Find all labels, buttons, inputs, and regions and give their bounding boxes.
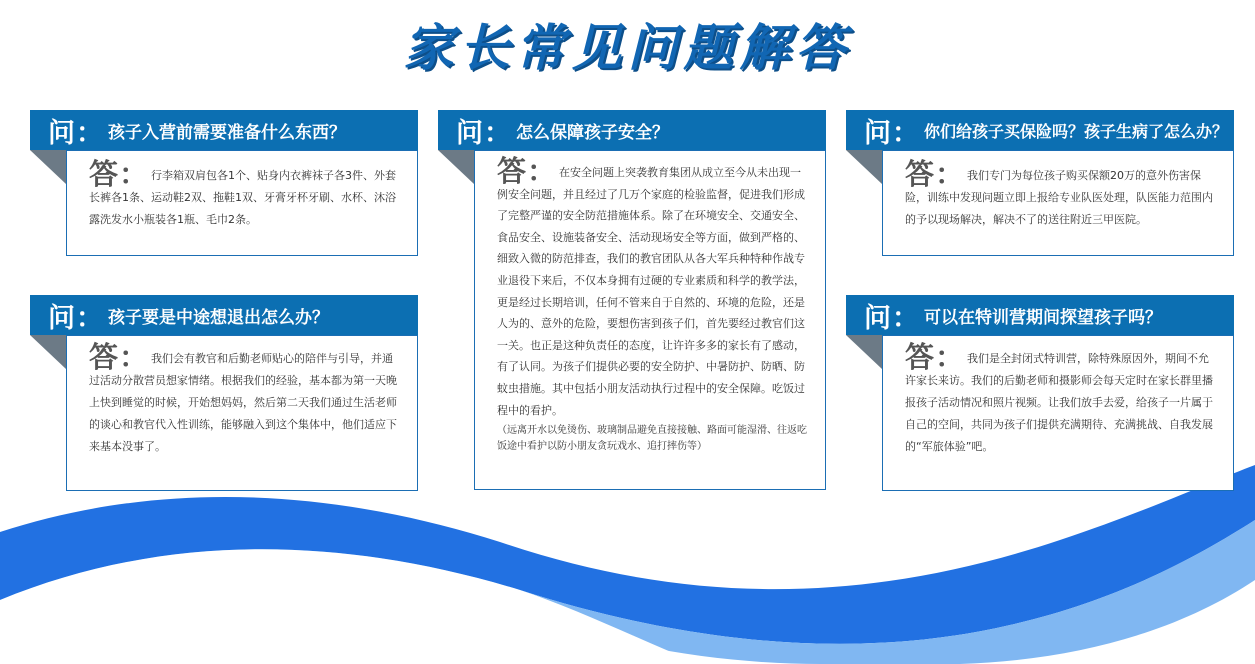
fold-decoration	[846, 150, 882, 184]
question-text: 怎么保障孩子安全？	[516, 122, 669, 143]
question-bar	[846, 110, 1234, 150]
question-text: 孩子要是中途想退出怎么办？	[108, 307, 329, 328]
fold-decoration	[30, 335, 66, 369]
question-mark: 问：	[48, 117, 104, 149]
faq-card-5	[846, 295, 1236, 491]
faq-card-4	[846, 110, 1236, 260]
answer-mark: 答：	[905, 340, 966, 374]
question-mark: 问：	[864, 302, 920, 334]
answer-mark: 答：	[497, 154, 558, 188]
answer-box	[882, 335, 1234, 491]
answer-box	[66, 150, 418, 256]
fold-decoration	[846, 335, 882, 369]
question-mark: 问：	[48, 302, 104, 334]
question-bar	[846, 295, 1234, 335]
question-mark: 问：	[456, 117, 512, 149]
question-text: 你们给孩子买保险吗？孩子生病了怎么办？	[924, 121, 1229, 141]
question-bar	[438, 110, 826, 150]
question-bar	[30, 295, 418, 335]
question-text: 孩子入营前需要准备什么东西？	[108, 122, 346, 143]
answer-text: 我们会有教官和后勤老师贴心的陪伴与引导，并通过活动分散营员想家情绪。根据我们的经验，基本都为第一天晚上快到睡觉的时候，开始想妈妈，然后第二天我们通过生活老师的谈心和教官代入性训练，能够融入到这个集体中，他们适应下来基本没事了。	[89, 352, 397, 453]
answer-text: 我们是全封闭式特训营，除特殊原因外，期间不允许家长来访。我们的后勤老师和摄影师会每天定时在家长群里播报孩子活动情况和照片视频。让我们放手去爱，给孩子一片属于自己的空间，共同为孩子们提供充满期待、充满挑战、自我发展的“军旅体验”吧。	[905, 352, 1213, 453]
answer-box	[66, 335, 418, 491]
faq-card-2	[30, 295, 420, 491]
answer-note: （远离开水以免烫伤、玻璃制品避免直接接触、路面可能湿滑、往返吃饭途中看护以防小朋友贪玩戏水、追打摔伤等）	[497, 425, 807, 453]
answer-box	[474, 150, 826, 490]
answer-mark: 答：	[89, 340, 150, 374]
faq-card-3	[438, 110, 828, 490]
question-text: 可以在特训营期间探望孩子吗？	[924, 307, 1162, 328]
answer-mark: 答：	[89, 157, 150, 191]
answer-text: 我们专门为每位孩子购买保额20万的意外伤害保险，训练中发现问题立即上报给专业队医处理，队医能力范围内的予以现场解决，解决不了的送往附近三甲医院。	[905, 169, 1213, 226]
page-title: 家长常见问题解答	[403, 19, 852, 77]
answer-mark: 答：	[905, 157, 966, 191]
question-bar	[30, 110, 418, 150]
faq-card-1	[30, 110, 420, 260]
fold-decoration	[438, 150, 474, 184]
answer-text: 在安全问题上突袭教育集团从成立至今从未出现一例安全问题，并且经过了几万个家庭的检验监督，促进我们形成了完整严谨的安全防范措施体系。除了在环境安全、交通安全、食品安全、设施装备安全、活动现场安全等方面，做到严格的、细致入微的防范排查，我们的教官团队从各大军兵种特种作战专业退役下来后，不仅本身拥有过硬的专业素质和科学的教学法，更是经过长期培训，任何不管来自于自然的、环境的危险，还是人为的、意外的危险，要想伤害到孩子们，首先要经过教官们这一关。也正是这种负责任的态度，让许许多多的家长有了感动，有了认同。为孩子们提供必要的安全防护、中暑防护、防晒、防蚊虫措施。其中包括小朋友活动执行过程中的安全保障。吃饭过程中的看护。	[497, 166, 805, 417]
answer-text: 行李箱双肩包各1个、贴身内衣裤袜子各3件、外套长裤各1条、运动鞋2双、拖鞋1双、牙膏牙杯牙刷、水杯、沐浴露洗发水小瓶装各1瓶、毛巾2条。	[89, 169, 397, 226]
fold-decoration	[30, 150, 66, 184]
question-mark: 问：	[864, 117, 920, 149]
answer-box	[882, 150, 1234, 256]
